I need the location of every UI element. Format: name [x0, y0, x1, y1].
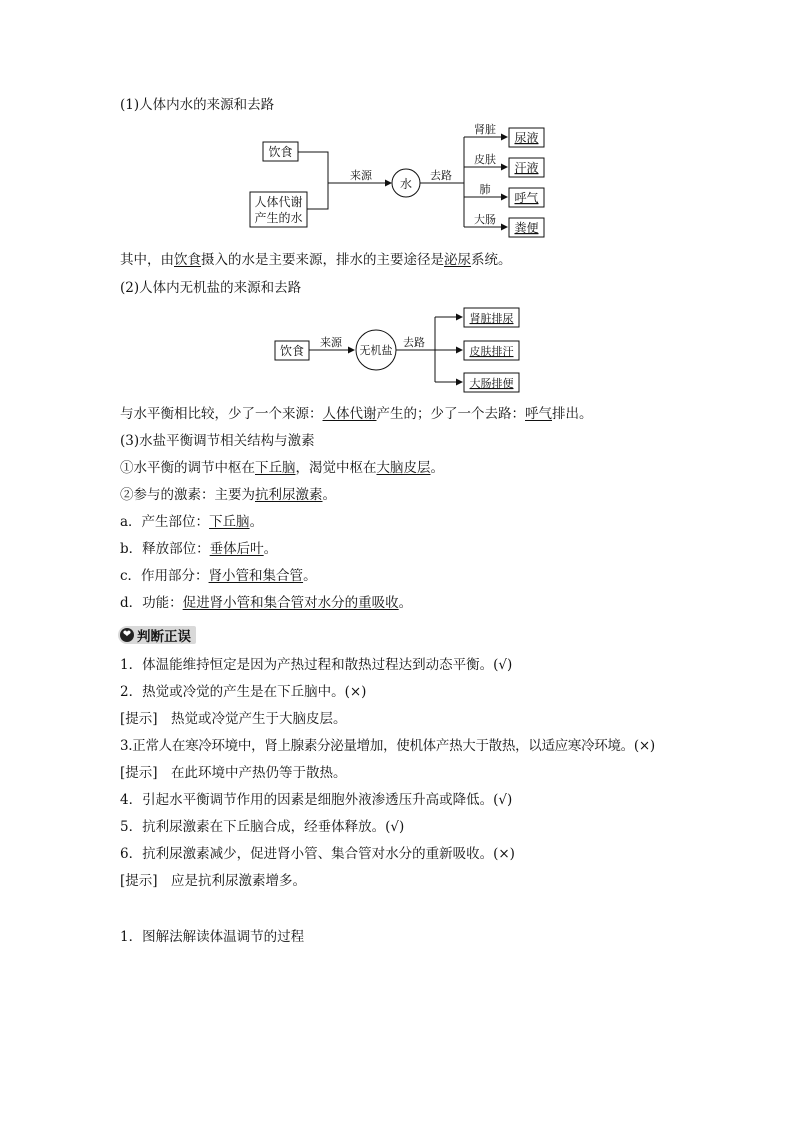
route-out-urine: 尿液 [514, 131, 539, 145]
judge-item: 3.正常人在寒冷环境中，肾上腺素分泌量增加，使机体产热大于散热，以适应寒冷环境。(×) [120, 738, 655, 754]
route-via-intestine: 大肠 [474, 213, 496, 226]
water-source-metabolic-l1: 人体代谢 [254, 195, 303, 209]
paragraph-center: ①水平衡的调节中枢在下丘脑，渴觉中枢在大脑皮层。 [120, 460, 444, 476]
judge-item: 6．抗利尿激素减少，促进肾小管、集合管对水分的重新吸收。(×) [120, 846, 515, 862]
route-out-sweat: 汗液 [514, 161, 539, 175]
section3-title: (3)水盐平衡调节相关结构与激素 [120, 433, 315, 449]
paragraph-hormone: ②参与的激素：主要为抗利尿激素。 [120, 487, 336, 503]
water-source-metabolic-l2: 产生的水 [254, 211, 303, 225]
judge-hint: [提示] 应是抗利尿激素增多。 [120, 873, 307, 889]
salt-out-kidney: 肾脏排尿 [469, 312, 514, 325]
final-section-title: 1．图解法解读体温调节的过程 [120, 929, 305, 945]
salt-node-label: 无机盐 [359, 344, 393, 357]
route-via-skin: 皮肤 [474, 153, 496, 166]
judge-header [118, 626, 196, 644]
section2-title: (2)人体内无机盐的来源和去路 [120, 280, 302, 296]
salt-source-diagram [0, 295, 794, 400]
judge-item: 2．热觉或冷觉的产生是在下丘脑中。(×) [120, 684, 367, 700]
paragraph-origin: a．产生部位：下丘脑。 [120, 514, 264, 530]
judge-hint: [提示] 在此环境中产热仍等于散热。 [120, 765, 347, 781]
heart-icon: ❤ [120, 628, 134, 642]
water-in-label: 来源 [350, 169, 372, 182]
water-source-diagram [0, 0, 794, 250]
salt-source-food: 饮食 [279, 344, 305, 358]
route-out-breath: 呼气 [514, 191, 539, 205]
route-out-feces: 粪便 [514, 221, 539, 235]
judge-item: 5．抗利尿激素在下丘脑合成，经垂体释放。(√) [120, 819, 405, 835]
paragraph-water-main-source: 其中，由饮食摄入的水是主要来源，排水的主要途径是泌尿系统。 [120, 252, 512, 268]
judge-title: 判断正误 [137, 629, 191, 645]
paragraph-function: d．功能：促进肾小管和集合管对水分的重吸收。 [120, 595, 413, 611]
judge-item: 1．体温能维持恒定是因为产热过程和散热过程达到动态平衡。(√) [120, 657, 513, 673]
paragraph-salt-compare: 与水平衡相比较，少了一个来源：人体代谢产生的；少了一个去路：呼气排出。 [120, 406, 593, 422]
salt-out-skin: 皮肤排汗 [469, 345, 514, 358]
section1-title: (1)人体内水的来源和去路 [120, 97, 275, 113]
paragraph-target: c．作用部分：肾小管和集合管。 [120, 568, 317, 584]
judge-hint: [提示] 热觉或冷觉产生于大脑皮层。 [120, 711, 347, 727]
water-out-label: 去路 [430, 169, 452, 182]
salt-in-label: 来源 [320, 336, 342, 349]
salt-out-intestine: 大肠排便 [469, 377, 514, 390]
water-node-label: 水 [399, 177, 413, 191]
paragraph-release: b．释放部位：垂体后叶。 [120, 541, 278, 557]
route-via-kidney: 肾脏 [474, 123, 496, 136]
route-via-lung: 肺 [479, 183, 491, 196]
judge-item: 4．引起水平衡调节作用的因素是细胞外液渗透压升高或降低。(√) [120, 792, 513, 808]
salt-out-label: 去路 [403, 336, 425, 349]
water-source-food: 饮食 [268, 145, 293, 159]
